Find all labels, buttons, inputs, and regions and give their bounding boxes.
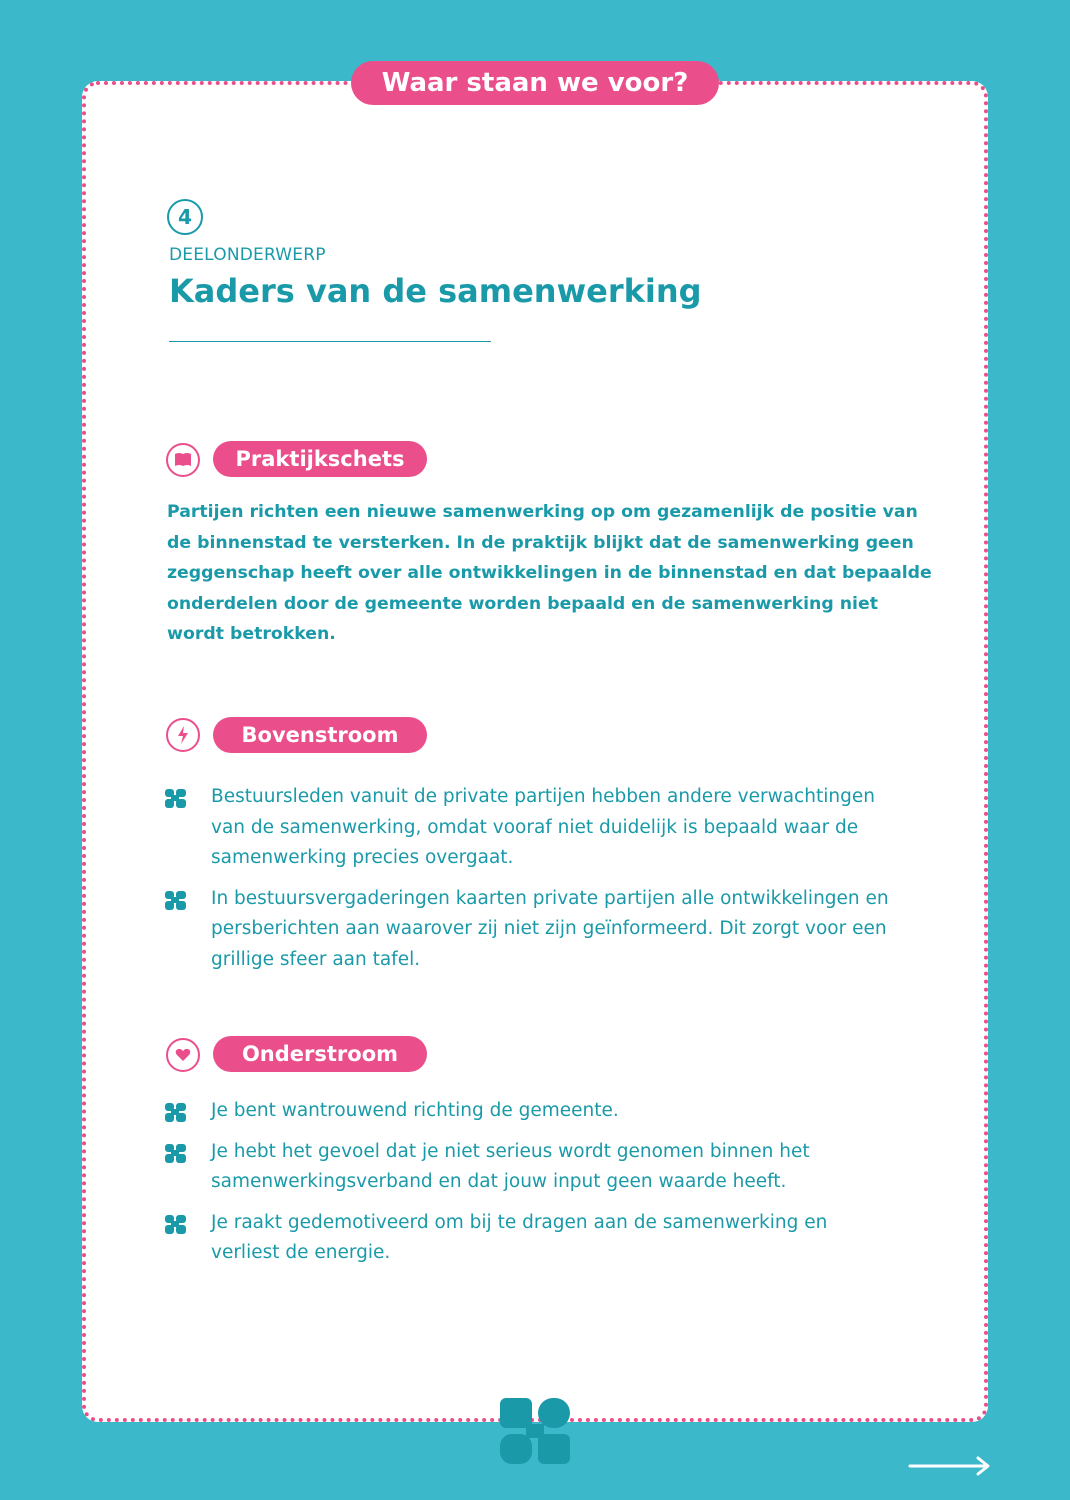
bullet-icon <box>165 1144 186 1163</box>
list-item-text: Bestuursleden vanuit de private partijen hebben andere verwachtingen van de samenwerking, omdat vooraf niet duidelijk is bepaald waar de samenwerking precies overgaat. <box>211 786 875 868</box>
list-item <box>165 884 905 976</box>
subtopic-label: DEELONDERWERP <box>169 245 326 265</box>
section-label-onderstroom: Onderstroom <box>213 1036 427 1072</box>
lightning-icon <box>166 718 200 752</box>
logo-icon <box>500 1398 570 1464</box>
section-label-praktijkschets: Praktijkschets <box>213 441 427 477</box>
list-item-text: Je raakt gedemotiveerd om bij te dragen aan de samenwerking en verliest de energie. <box>211 1211 828 1263</box>
page-title: Kaders van de samenwerking <box>169 272 702 310</box>
onderstroom-list <box>165 1096 865 1269</box>
book-icon <box>166 443 200 477</box>
praktijkschets-text: Partijen richten een nieuwe samenwerking op om gezamenlijk de positie van de binnenstad te versterken. In de praktijk blijkt dat de samenwerking geen zeggenschap heeft over alle ontwikkelingen in de binnenstad en dat bepaalde onderdelen door de gemeente worden bepaald en de samenwerking niet wordt betrokken. <box>167 502 932 644</box>
list-item <box>165 1096 865 1127</box>
topic-number-badge: 4 <box>167 199 203 235</box>
heart-icon <box>166 1038 200 1072</box>
bullet-icon <box>165 891 186 910</box>
bullet-icon <box>165 789 186 808</box>
list-item <box>165 1137 865 1198</box>
list-item <box>165 1208 865 1269</box>
list-item-text: Je bent wantrouwend richting de gemeente. <box>211 1100 619 1121</box>
list-item <box>165 782 905 874</box>
header-title: Waar staan we voor? <box>351 61 719 105</box>
title-divider <box>169 341 491 342</box>
bovenstroom-list <box>165 782 905 975</box>
arrow-right-icon[interactable] <box>908 1455 992 1477</box>
bullet-icon <box>165 1103 186 1122</box>
bullet-icon <box>165 1215 186 1234</box>
section-label-bovenstroom: Bovenstroom <box>213 717 427 753</box>
list-item-text: In bestuursvergaderingen kaarten private partijen alle ontwikkelingen en persberichten aan waarover zij niet zijn geïnformeerd. Dit zorgt voor een grillige sfeer aan tafel. <box>211 887 889 970</box>
list-item-text: Je hebt het gevoel dat je niet serieus wordt genomen binnen het samenwerkingsverband en dat jouw input geen waarde heeft. <box>211 1140 810 1192</box>
